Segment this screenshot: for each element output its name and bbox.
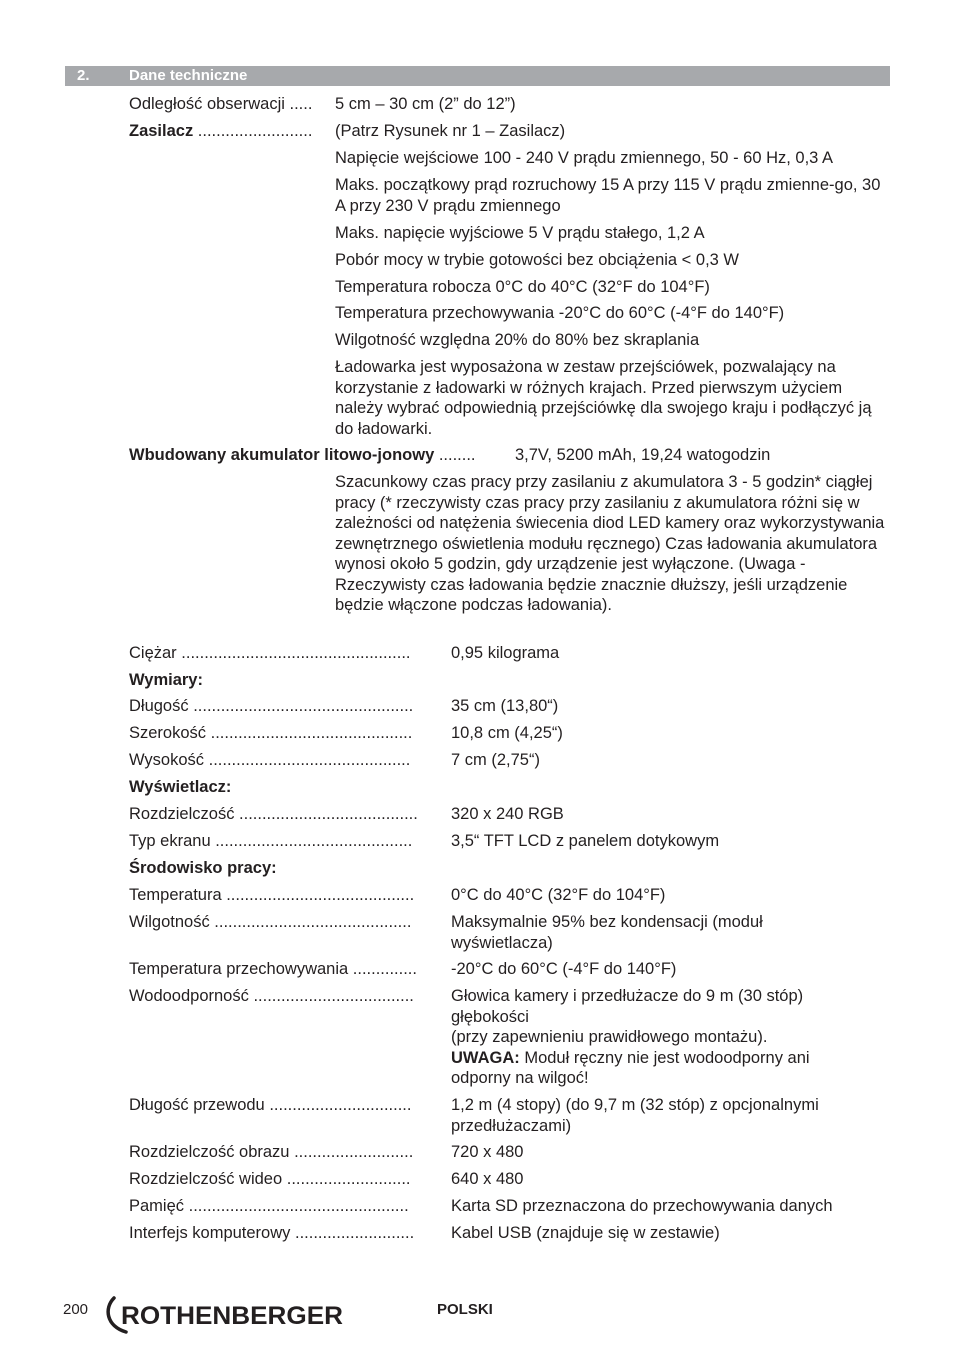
- spec-value-height: 7 cm (2,75“): [451, 751, 540, 769]
- spec-label-storage-temp: Temperatura przechowywania ..............: [129, 960, 417, 978]
- spec-label-resolution: Rozdzielczość .......................................: [129, 805, 418, 823]
- spec-label-humidity: Wilgotność ...........................................: [129, 913, 412, 931]
- power-detail: Wilgotność względna 20% do 80% bez skraplania: [335, 331, 700, 349]
- spec-value-screen-type: 3,5“ TFT LCD z panelem dotykowym: [451, 832, 720, 850]
- spec-value-image-resolution: 720 x 480: [451, 1143, 524, 1161]
- spec-value-pc-interface: Kabel USB (znajduje się w zestawie): [451, 1224, 720, 1242]
- spec-value-cable-length: 1,2 m (4 stopy) (do 9,7 m (32 stóp) z opcjonalnymi przedłużaczami): [451, 1096, 819, 1135]
- page-number: 200: [63, 1301, 89, 1318]
- spec-value-weight: 0,95 kilograma: [451, 644, 560, 662]
- power-detail: Napięcie wejściowe 100 - 240 V prądu zmiennego, 50 - 60 Hz, 0,3 A: [335, 149, 834, 167]
- spec-value-width: 10,8 cm (4,25“): [451, 724, 563, 742]
- spec-label-cable-length: Długość przewodu ...............................: [129, 1096, 412, 1114]
- waterproof-warning: [451, 1048, 861, 1089]
- section-header: [65, 66, 890, 86]
- footer-language: POLSKI: [437, 1301, 493, 1318]
- spec-label-pc-interface: Interfejs komputerowy ..........................: [129, 1224, 415, 1242]
- power-detail: Temperatura przechowywania -20°C do 60°C (-4°F do 140°F): [335, 304, 785, 322]
- spec-label-height: Wysokość ............................................: [129, 751, 411, 769]
- spec-label-observation: Odległość obserwacji .....: [129, 95, 313, 113]
- spec-value-video-resolution: 640 x 480: [451, 1170, 524, 1188]
- section-title: Dane techniczne: [129, 67, 248, 84]
- dimensions-heading: Wymiary:: [129, 671, 203, 689]
- spec-value-battery: 3,7V, 5200 mAh, 19,24 watogodzin: [515, 446, 771, 464]
- power-detail: Pobór mocy w trybie gotowości bez obciążenia < 0,3 W: [335, 251, 739, 269]
- spec-label-waterproof: Wodoodporność ...................................: [129, 987, 414, 1005]
- warning-label: UWAGA:: [451, 1048, 520, 1067]
- spec-value-memory: Karta SD przeznaczona do przechowywania danych: [451, 1197, 833, 1215]
- spec-label-screen-type: Typ ekranu ...........................................: [129, 832, 413, 850]
- spec-label-memory: Pamięć ................................................: [129, 1197, 409, 1215]
- section-number: 2.: [77, 67, 90, 84]
- waterproof-text: Głowica kamery i przedłużacze do 9 m (30 stóp) głębokości: [451, 987, 804, 1026]
- spec-label-width: Szerokość ............................................: [129, 724, 413, 742]
- spec-label-weight: Ciężar ..................................................: [129, 644, 411, 662]
- spec-value-power: (Patrz Rysunek nr 1 – Zasilacz): [335, 122, 566, 140]
- spec-value-length: 35 cm (13,80“): [451, 697, 559, 715]
- warning-text: Moduł ręczny nie jest wodoodporny ani odporny na wilgoć!: [451, 1048, 810, 1087]
- display-heading: Wyświetlacz:: [129, 778, 232, 796]
- spec-label-video-resolution: Rozdzielczość wideo ...........................: [129, 1170, 411, 1188]
- spec-value-waterproof: [451, 986, 861, 1089]
- spec-label-power: Zasilacz .........................: [129, 122, 313, 140]
- spec-value-resolution: 320 x 240 RGB: [451, 805, 564, 823]
- waterproof-condition: (przy zapewnieniu prawidłowego montażu).: [451, 1028, 768, 1046]
- logo-wordmark: ROTHENBERGER: [121, 1302, 343, 1330]
- spec-value-storage-temp: -20°C do 60°C (-4°F do 140°F): [451, 960, 677, 978]
- spec-label-battery: Wbudowany akumulator litowo-jonowy ........: [129, 446, 476, 464]
- power-detail: Ładowarka jest wyposażona w zestaw przejściówek, pozwalający na korzystanie z ładowarki w różnych krajach. Przed pierwszym użyciem należy wybrać odpowiednią przejściówkę dla swojego kraju i podłączyć ją do ładowarki.: [335, 358, 872, 438]
- spec-label-image-resolution: Rozdzielczość obrazu ..........................: [129, 1143, 414, 1161]
- battery-note: Szacunkowy czas pracy przy zasilaniu z akumulatora 3 - 5 godzin* ciągłej pracy (* rzeczywisty czas pracy przy zasilaniu z akumulatora różni się w zależności od natężenia świecenia diod LED kamery oraz wykorzystywania zewnętrznego oświetlenia modułu ręcznego) Czas ładowania akumulatora wynosi około 5 godzin, gdy urządzenie jest wyłączone. (Uwaga - Rzeczywisty czas ładowania będzie znacznie dłuższy, jeśli urządzenie będzie włączone podczas ładowania).: [335, 473, 885, 614]
- spec-value-temperature: 0°C do 40°C (32°F do 104°F): [451, 886, 666, 904]
- spec-label-temperature: Temperatura .........................................: [129, 886, 415, 904]
- power-detail: Temperatura robocza 0°C do 40°C (32°F do 104°F): [335, 278, 710, 296]
- rothenberger-logo: [104, 1294, 346, 1336]
- spec-value-observation: 5 cm – 30 cm (2” do 12”): [335, 95, 516, 113]
- environment-heading: Środowisko pracy:: [129, 859, 277, 877]
- spec-value-humidity: Maksymalnie 95% bez kondensacji (moduł wyświetlacza): [451, 913, 763, 952]
- spec-label-length: Długość ................................................: [129, 697, 414, 715]
- power-detail: Maks. napięcie wyjściowe 5 V prądu stałego, 1,2 A: [335, 224, 705, 242]
- power-detail: Maks. początkowy prąd rozruchowy 15 A przy 115 V prądu zmienne-go, 30 A przy 230 V prądu zmiennego: [335, 176, 881, 215]
